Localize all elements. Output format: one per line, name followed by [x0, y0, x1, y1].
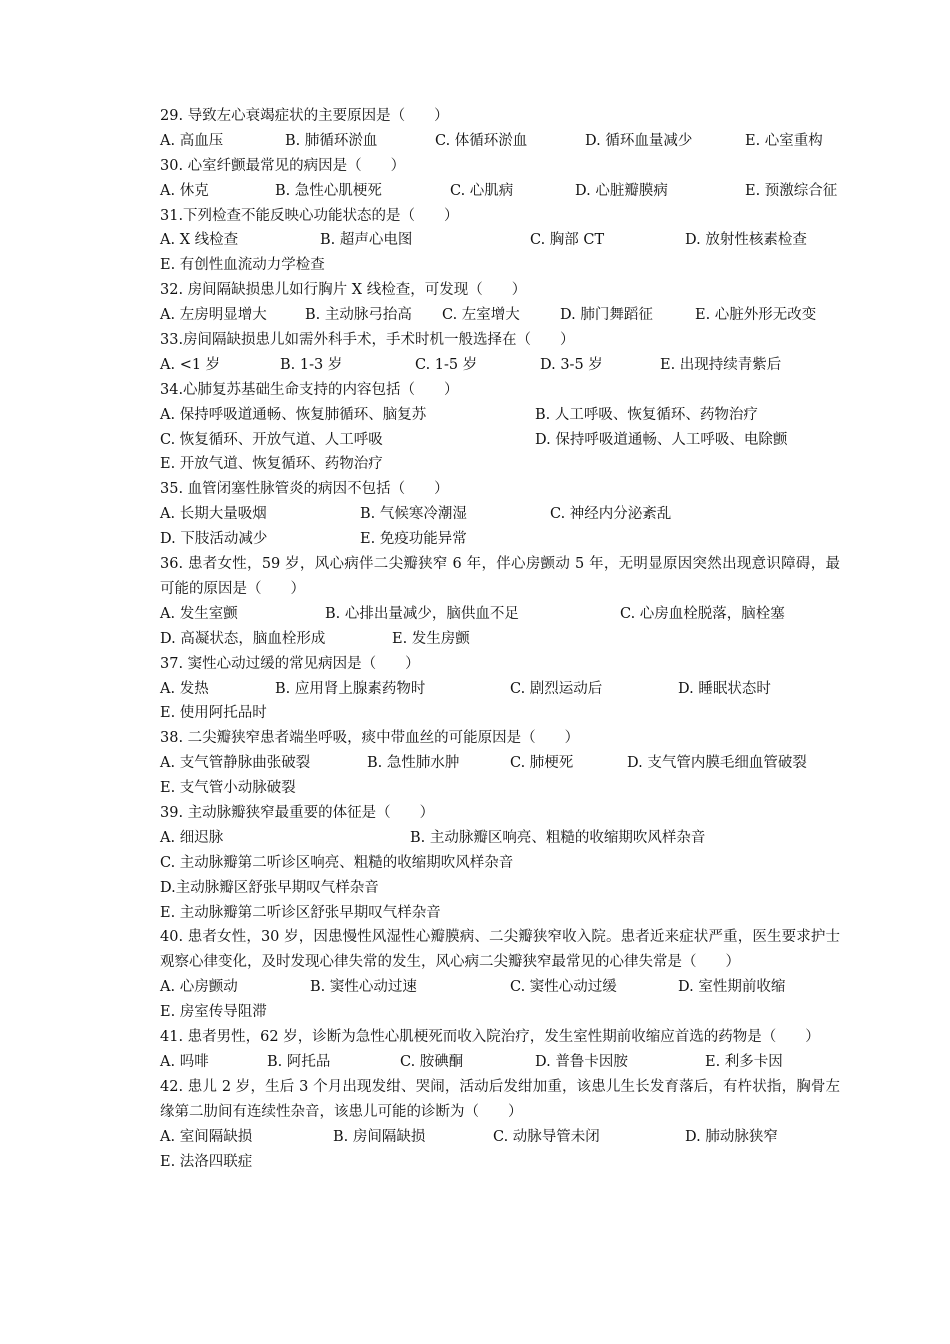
question-stem: 41. 患者男性，62 岁，诊断为急性心肌梗死而收入院治疗，发生室性期前收缩应首选的药物是（ ） [160, 1029, 820, 1046]
answer-option: D. 下肢活动减少 [160, 531, 268, 548]
answer-option: B. 气候寒冷潮湿 [360, 506, 467, 523]
option-row [160, 179, 840, 204]
option-row [160, 701, 840, 726]
question-stem: 34.心肺复苏基础生命支持的内容包括（ ） [160, 381, 459, 398]
question-stem: 33.房间隔缺损患儿如需外科手术，手术时机一般选择在（ ） [160, 332, 575, 349]
answer-option: E. 免疫功能异常 [360, 531, 467, 548]
answer-option: A. 长期大量吸烟 [160, 506, 267, 523]
answer-option: C. 剧烈运动后 [510, 680, 603, 697]
option-row [160, 129, 840, 154]
answer-option: D. 睡眠状态时 [678, 680, 771, 697]
question-stem: 29. 导致左心衰竭症状的主要原因是（ ） [160, 108, 449, 124]
option-row [160, 975, 840, 1000]
answer-option: C. 左室增大 [442, 307, 520, 324]
question-stem: 32. 房间隔缺损患儿如行胸片 X 线检查，可发现（ ） [160, 282, 527, 299]
question-stem: 36. 患者女性，59 岁，风心病伴二尖瓣狭窄 6 年，伴心房颤动 5 年，无明显原因突然出现意识障碍，最可能的原因是（ ） [160, 556, 840, 597]
answer-option: A. <1 岁 [160, 356, 221, 373]
answer-option: A. X 线检查 [160, 232, 239, 249]
answer-option: D. 高凝状态，脑血栓形成 [160, 630, 326, 647]
option-row [160, 502, 840, 527]
answer-option: A. 休克 [160, 182, 209, 199]
answer-option: E. 有创性血流动力学检查 [160, 257, 325, 274]
answer-option: B. 超声心电图 [320, 232, 413, 249]
option-row [160, 1150, 840, 1175]
answer-option: D. 肺动脉狭窄 [685, 1128, 778, 1145]
answer-option: E. 预激综合征 [745, 182, 838, 199]
question-stem: 40. 患者女性，30 岁，因患慢性风湿性心瓣膜病、二尖瓣狭窄收入院。患者近来症状严重，医生要求护士观察心律变化，及时发现心律失常的发生，风心病二尖瓣狭窄最常见的心律失常是（ ） [160, 929, 840, 971]
answer-option: B. 阿托品 [267, 1053, 331, 1070]
question-stem: 38. 二尖瓣狭窄患者端坐呼吸，痰中带血丝的可能原因是（ ） [160, 730, 580, 747]
answer-option: A. 高血压 [160, 132, 224, 149]
answer-option: A. 吗啡 [160, 1053, 209, 1070]
answer-option: A. 保持呼吸道通畅、恢复肺循环、脑复苏 [160, 406, 427, 423]
answer-option: E. 发生房颤 [392, 630, 470, 647]
option-row [160, 602, 840, 627]
question-stem: 39. 主动脉瓣狭窄最重要的体征是（ ） [160, 804, 435, 821]
answer-option: D. 循环血量减少 [585, 132, 693, 149]
answer-option: A. 细迟脉 [160, 829, 224, 846]
answer-option: A. 发生室颤 [160, 605, 238, 622]
option-row [160, 353, 840, 378]
exam-page [160, 104, 840, 1174]
answer-option: B. 心排出量减少，脑供血不足 [325, 605, 519, 622]
answer-option: B. 主动脉瓣区响亮、粗糙的收缩期吹风样杂音 [410, 829, 706, 846]
answer-option: C. 主动脉瓣第二听诊区响亮、粗糙的收缩期吹风样杂音 [160, 854, 514, 871]
answer-option: D. 支气管内膜毛细血管破裂 [627, 755, 807, 772]
option-row [160, 403, 840, 428]
answer-option: E. 出现持续青紫后 [660, 356, 782, 373]
answer-option: A. 发热 [160, 680, 209, 697]
option-row [160, 428, 840, 453]
answer-option: A. 左房明显增大 [160, 307, 267, 324]
option-row [160, 901, 840, 926]
answer-option: A. 支气管静脉曲张破裂 [160, 755, 311, 772]
answer-option: B. 人工呼吸、恢复循环、药物治疗 [535, 406, 758, 423]
answer-option: D. 普鲁卡因胺 [535, 1053, 628, 1070]
answer-option: A. 心房颤动 [160, 979, 238, 996]
answer-option: E. 开放气道、恢复循环、药物治疗 [160, 456, 383, 473]
answer-option: C. 1-5 岁 [415, 356, 478, 373]
answer-option: C. 心肌病 [450, 182, 514, 199]
answer-option: E. 法洛四联症 [160, 1153, 253, 1170]
question-stem: 31.下列检查不能反映心功能状态的是（ ） [160, 207, 459, 224]
answer-option: E. 支气管小动脉破裂 [160, 780, 296, 797]
answer-option: B. 窦性心动过速 [310, 979, 417, 996]
question-stem: 35. 血管闭塞性脉管炎的病因不包括（ ） [160, 481, 449, 498]
answer-option: E. 使用阿托品时 [160, 705, 267, 722]
option-row [160, 527, 840, 552]
option-row [160, 677, 840, 702]
question-stem: 30. 心室纤颤最常见的病因是（ ） [160, 157, 406, 174]
answer-option: B. 主动脉弓抬高 [305, 307, 412, 324]
option-row [160, 1050, 840, 1075]
answer-option: C. 胸部 CT [530, 232, 605, 249]
option-row [160, 627, 840, 652]
answer-option: C. 心房血栓脱落，脑栓塞 [620, 605, 785, 622]
answer-option: B. 急性心肌梗死 [275, 182, 382, 199]
option-row [160, 452, 840, 477]
answer-option: E. 房室传导阻滞 [160, 1004, 267, 1021]
answer-option: D.主动脉瓣区舒张早期叹气样杂音 [160, 879, 379, 896]
answer-option: C. 窦性心动过缓 [510, 979, 617, 996]
answer-option: E. 心室重构 [745, 132, 823, 149]
answer-option: E. 利多卡因 [705, 1053, 783, 1070]
answer-option: B. 房间隔缺损 [333, 1128, 426, 1145]
option-row [160, 851, 840, 876]
option-row [160, 303, 840, 328]
option-row [160, 876, 840, 901]
answer-option: D. 3-5 岁 [540, 356, 603, 373]
option-row [160, 253, 840, 278]
answer-option: C. 动脉导管未闭 [493, 1128, 600, 1145]
answer-option: E. 心脏外形无改变 [695, 307, 817, 324]
answer-option: C. 神经内分泌紊乱 [550, 506, 672, 523]
answer-option: B. 应用肾上腺素药物时 [275, 680, 426, 697]
option-row [160, 1000, 840, 1025]
answer-option: D. 放射性核素检查 [685, 232, 807, 249]
question-stem: 42. 患儿 2 岁，生后 3 个月出现发绀、哭闹，活动后发绀加重，该患儿生长发育落后，有杵状指，胸骨左缘第二肋间有连续性杂音，该患儿可能的诊断为（ ） [160, 1078, 840, 1120]
answer-option: B. 急性肺水肿 [367, 755, 460, 772]
answer-option: C. 恢复循环、开放气道、人工呼吸 [160, 431, 383, 448]
answer-option: C. 肺梗死 [510, 755, 574, 772]
answer-option: B. 肺循环淤血 [285, 132, 378, 149]
option-row [160, 1125, 840, 1150]
answer-option: E. 主动脉瓣第二听诊区舒张早期叹气样杂音 [160, 904, 441, 921]
option-row [160, 826, 840, 851]
option-row [160, 776, 840, 801]
option-row [160, 228, 840, 253]
answer-option: D. 心脏瓣膜病 [575, 182, 668, 199]
answer-option: C. 体循环淤血 [435, 132, 528, 149]
answer-option: D. 保持呼吸道通畅、人工呼吸、电除颤 [535, 431, 788, 448]
option-row [160, 751, 840, 776]
answer-option: A. 室间隔缺损 [160, 1128, 253, 1145]
answer-option: C. 胺碘酮 [400, 1053, 464, 1070]
answer-option: D. 肺门舞蹈征 [560, 307, 653, 324]
question-stem: 37. 窦性心动过缓的常见病因是（ ） [160, 655, 420, 672]
answer-option: B. 1-3 岁 [280, 356, 343, 373]
answer-option: D. 室性期前收缩 [678, 979, 786, 996]
